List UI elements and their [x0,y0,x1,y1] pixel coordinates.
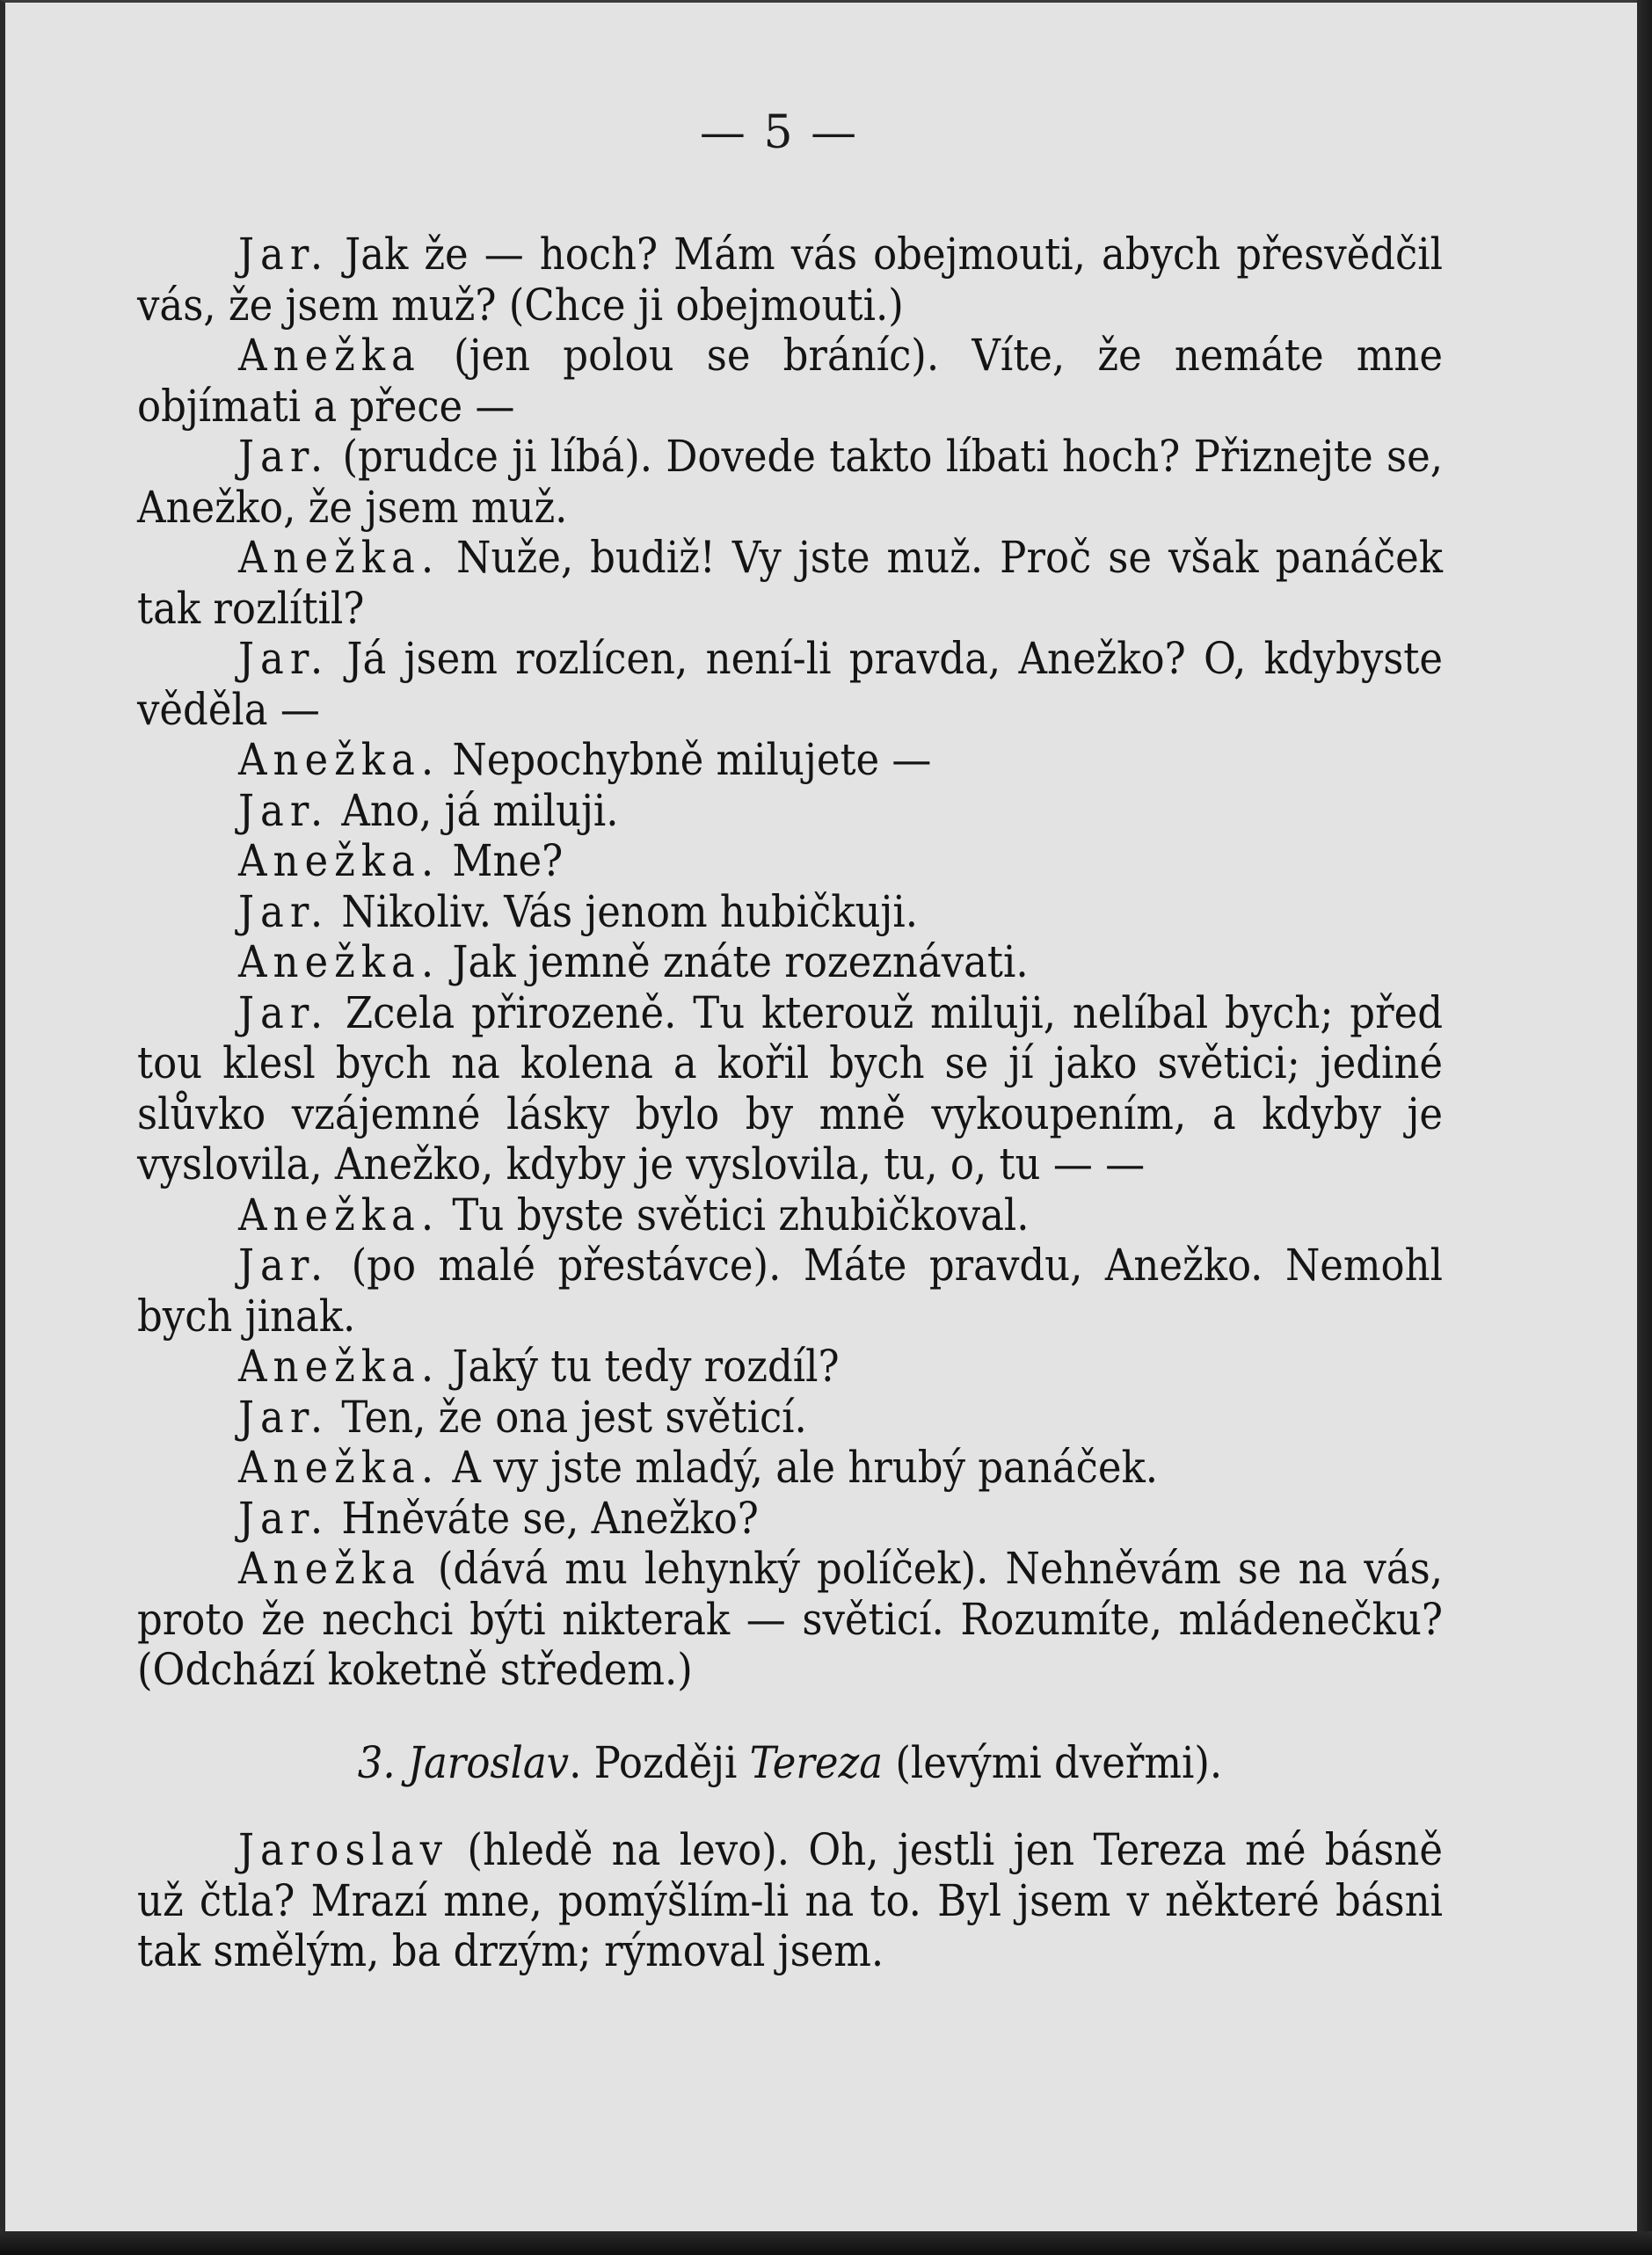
scene-direction: (levými dveřmi). [883,1736,1223,1788]
dialogue-line [137,1443,1443,1494]
speaker: Jar. [238,885,330,937]
line-text: Mne? [440,835,564,886]
line-text: (prudce ji líbá). Dovede takto líbati hoch? Přiznejte se, Anežko, že jsem muž. [137,431,1443,533]
line-text: Ano, já miluji. [329,784,619,836]
dialogue-line [137,1494,1443,1545]
scan-edge-bottom [0,2231,1652,2255]
speaker: Anežka. [238,1341,440,1392]
page-text [137,229,1443,1977]
speaker: Jar. [238,986,330,1038]
speaker: Anežka [238,330,421,381]
dialogue-line [137,432,1443,533]
speaker: Anežka. [238,835,440,886]
speaker: Anežka. [238,1189,440,1240]
line-text: Nepochybně milujete — [440,734,932,785]
speaker: Anežka. [238,532,440,583]
speaker: Jar. [238,1492,330,1544]
speaker: Jar. [238,431,330,482]
dialogue-line [137,634,1443,735]
dialogue-line [137,1190,1443,1241]
scene-middle: . Později [569,1736,750,1788]
speaker: Anežka [238,1543,421,1594]
scan-edge-right [1637,0,1652,2255]
speaker: Jar. [238,1391,330,1443]
line-text: (hledě na levo). Oh, jestli jen Tereza mé básně už čtla? Mrazí mne, pomýšlím-li na to. Byl jsem v některé básni tak smělým, ba drzým; rýmoval jsem. [137,1824,1443,1976]
dialogue-line [137,786,1443,837]
line-text: Hněváte se, Anežko? [329,1492,759,1544]
scene-character-1: Jaroslav [407,1736,570,1788]
line-text: Tu byste světici zhubičkoval. [440,1189,1030,1240]
dialogue-line [137,229,1443,331]
scene-character-2: Tereza [749,1736,884,1788]
line-text: Já jsem rozlícen, není-li pravda, Anežko? O, kdybyste věděla — [137,633,1443,735]
speaker: Anežka. [238,936,440,987]
speaker: Jar. [238,229,330,280]
dialogue-line [137,937,1443,988]
line-text: (dává mu lehynký políček). Nehněvám se na vás, proto že nechci býti nikterak — světicí. Rozumíte, mládenečku? (Odchází koketně středem.) [137,1543,1443,1695]
scene-number: 3. [357,1736,396,1788]
dialogue-line [137,1544,1443,1696]
line-text: Zcela přirozeně. Tu kterouž miluji, nelíbal bych; před tou klesl bych na kolena a kořil bych se jí jako světici; jediné slůvko vzájemné lásky bylo by mně vykoupením, a kdyby je vyslovila, Anežko, kdyby je vyslovila, tu, o, tu — — [137,986,1443,1189]
speaker: Jar. [238,1240,330,1291]
line-text: A vy jste mladý, ale hrubý panáček. [440,1442,1158,1493]
line-text: Nikoliv. Vás jenom hubičkuji. [329,885,919,937]
dialogue-line [137,735,1443,786]
dialogue-line [137,1342,1443,1393]
dialogue-line [137,988,1443,1190]
page-number: — 5 — [699,106,859,159]
line-text: (jen polou se bráníc). Víte, že nemáte mne objímati a přece — [137,330,1443,432]
speaker: Anežka. [238,1442,440,1493]
line-text: Jaký tu tedy rozdíl? [440,1341,840,1392]
speaker: Anežka. [238,734,440,785]
speaker: Jar. [238,633,330,684]
dialogue-line [137,836,1443,887]
line-text: Jak jemně znáte rozeznávati. [440,936,1029,987]
line-text: (po malé přestávce). Máte pravdu, Anežko. Nemohl bych jinak. [137,1240,1443,1342]
dialogue-line [137,331,1443,432]
line-text: Ten, že ona jest světicí. [329,1391,807,1443]
scene-heading [137,1738,1443,1789]
speaker: Jar. [238,784,330,836]
dialogue-line [137,1240,1443,1342]
dialogue-line [137,1393,1443,1444]
dialogue-line [137,1825,1443,1977]
speaker: Jaroslav [238,1824,449,1875]
line-text: Jak že — hoch? Mám vás obejmouti, abych přesvědčil vás, že jsem muž? (Chce ji obejmouti.) [137,229,1443,331]
dialogue-line [137,533,1443,634]
dialogue-line [137,887,1443,938]
line-text: Nuže, budiž! Vy jste muž. Proč se však panáček tak rozlítil? [137,532,1443,634]
